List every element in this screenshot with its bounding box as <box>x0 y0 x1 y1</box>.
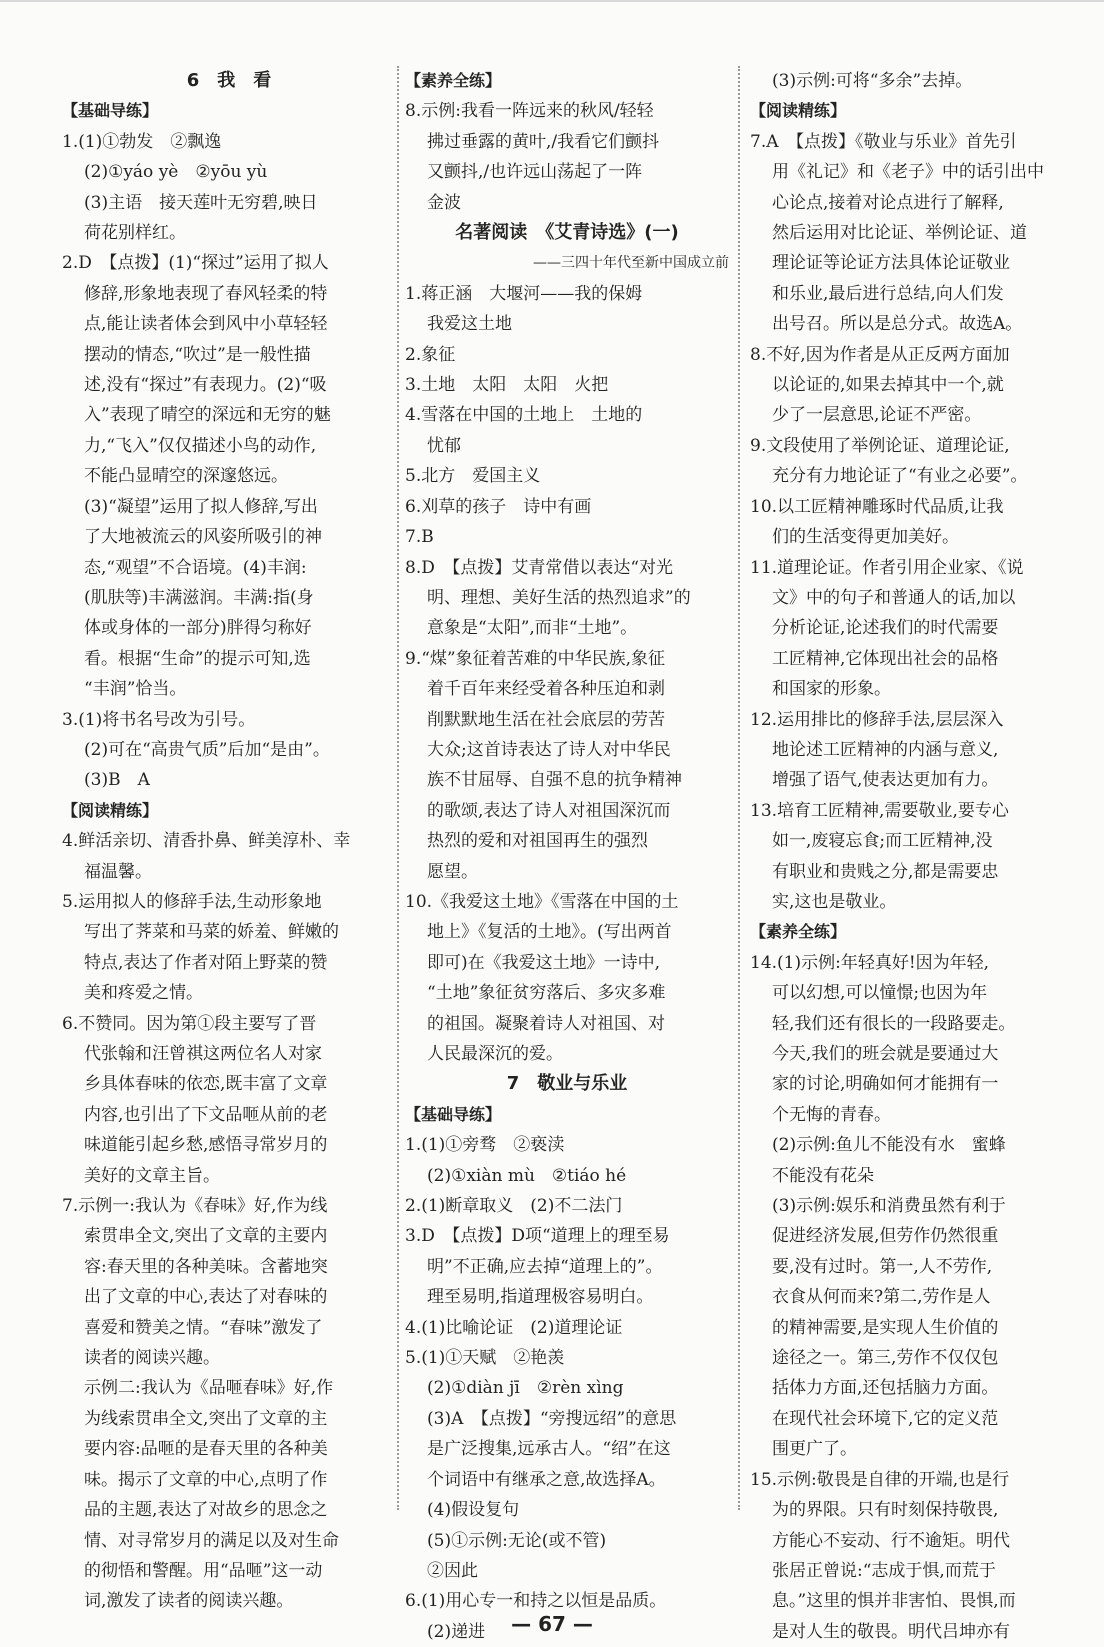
text-line: 14.(1)示例:年轻真好!因为年轻, <box>750 952 990 973</box>
text-line: (5)①示例:无论(或不管) <box>427 1530 607 1551</box>
text-line: 理至易明,指道理极容易明白。 <box>427 1287 654 1308</box>
text-line: 少了一层意思,论证不严密。 <box>772 405 982 426</box>
text-line: (3)示例:可将“多余”去掉。 <box>772 71 973 91</box>
text-line: 11.道理论证。作者引用企业家、《说 <box>750 557 1024 578</box>
text-line: 6.(1)用心专一和持之以恒是品质。 <box>405 1591 667 1612</box>
text-line: 用《礼记》和《老子》中的话引出中 <box>772 162 1044 183</box>
text-line: (2)递进 <box>427 1621 486 1642</box>
text-line: 1.(1)①旁骛 ②亵渎 <box>405 1135 565 1156</box>
text-line: 在现代社会环境下,它的定义范 <box>772 1408 999 1429</box>
text-line: 8.不好,因为作者是从正反两方面加 <box>750 344 1010 365</box>
text-line: 点,能让读者体会到风中小草轻轻 <box>84 314 328 335</box>
text-line: 为线索贯串全文,突出了文章的主 <box>84 1408 328 1429</box>
text-line: 3.D 【点拨】D项“道理上的理至易 <box>405 1226 670 1247</box>
text-line: 金波 <box>427 192 461 213</box>
text-line: (3)主语 接天莲叶无穷碧,映日 <box>84 192 318 213</box>
text-line: 荷花别样红。 <box>84 223 186 244</box>
text-line: 是广泛搜集,远承古人。“绍”在这 <box>427 1439 671 1460</box>
section-heading: 【基础导练】 <box>405 1104 502 1124</box>
text-line: 2.(1)断章取义 (2)不二法门 <box>405 1196 623 1217</box>
text-line: 8.D 【点拨】艾青常借以表达“对光 <box>405 557 674 578</box>
text-line: (2)①yáo yè ②yōu yù <box>84 162 268 183</box>
text-line: (2)①xiàn mù ②tiáo hé <box>427 1165 627 1186</box>
text-line: 张居正曾说:“志成于惧,而荒于 <box>772 1560 996 1581</box>
text-line: 5.运用拟人的修辞手法,生动形象地 <box>62 891 322 912</box>
text-line: 忧郁 <box>427 435 461 456</box>
section-heading: 【阅读精练】 <box>750 101 847 121</box>
column-divider-1 <box>397 66 399 1510</box>
text-line: 9.文段使用了举例论证、道理论证, <box>750 435 1010 456</box>
text-line: 是对人生的敬畏。明代吕坤亦有 <box>772 1621 1010 1642</box>
text-line: 的歌颂,表达了诗人对祖国深沉而 <box>427 800 671 821</box>
text-line: 大众;这首诗表达了诗人对中华民 <box>427 739 671 760</box>
text-line: 途径之一。第三,劳作不仅仅包 <box>772 1348 999 1369</box>
text-line: 入”表现了晴空的深远和无穷的魅 <box>84 405 331 426</box>
text-line: 括体力方面,还包括脑力方面。 <box>772 1378 999 1399</box>
text-line: 代张翰和汪曾祺这两位名人对家 <box>84 1044 322 1064</box>
text-line: (4)假设复句 <box>427 1500 520 1521</box>
text-line: 1.蒋正涵 大堰河——我的保姆 <box>405 283 643 304</box>
text-line: 2.象征 <box>405 344 456 365</box>
text-line: 12.运用排比的修辞手法,层层深入 <box>750 709 1004 730</box>
text-line: 拂过垂露的黄叶,/我看它们颤抖 <box>427 131 660 152</box>
text-line: 地论述工匠精神的内涵与意义, <box>772 739 999 760</box>
text-line: 写出了荠菜和马菜的娇羞、鲜嫩的 <box>84 922 339 943</box>
text-line: 明、理想、美好生活的热烈追求”的 <box>427 587 691 608</box>
text-line: 出号召。所以是总分式。故选A。 <box>772 314 1023 335</box>
text-line: 9.“煤”象征着苦难的中华民族,象征 <box>405 648 666 669</box>
text-line: 味。揭示了文章的中心,点明了作 <box>84 1469 328 1490</box>
lesson-title: 7 敬业与乐业 <box>506 1073 628 1095</box>
text-line: 文》中的句子和普通人的话,加以 <box>772 587 1016 608</box>
text-line: 增强了语气,使表达更加有力。 <box>772 770 999 791</box>
text-line: 8.示例:我看一阵远来的秋风/轻轻 <box>405 101 654 122</box>
text-line: 述,没有“探过”有表现力。(2)“吸 <box>84 375 327 396</box>
text-line: 5.北方 爱国主义 <box>405 466 541 487</box>
text-line: 5.(1)①天赋 ②艳羡 <box>405 1348 565 1369</box>
lesson-title: 6 我 看 <box>186 70 272 91</box>
column-right <box>750 66 1050 1647</box>
text-line: 6.不赞同。因为第①段主要写了晋 <box>62 1013 317 1034</box>
text-line: 围更广了。 <box>772 1439 857 1460</box>
text-line: 家的讨论,明确如何才能拥有一 <box>772 1074 999 1095</box>
text-line: 意象是“太阳”,而非“土地”。 <box>427 618 638 639</box>
text-line: 可以幻想,可以憧憬;也因为年 <box>772 983 988 1004</box>
text-line: 和乐业,最后进行总结,向人们发 <box>772 283 1004 304</box>
text-line: 3.(1)将书名号改为引号。 <box>62 709 256 730</box>
top-border <box>0 0 1104 2</box>
text-line: 要,没有过时。第一,人不劳作, <box>772 1256 993 1277</box>
text-line: ②因此 <box>427 1560 478 1581</box>
text-line: 地上》《复活的土地》。(写出两首 <box>427 922 672 943</box>
text-line: 不能没有花朵 <box>772 1165 874 1186</box>
text-line: (2)①diàn jī ②rèn xìng <box>427 1378 624 1399</box>
text-line: ——三四十年代至新中国成立前 <box>533 255 729 272</box>
text-line: (2)可在“高贵气质”后加“是由”。 <box>84 739 330 760</box>
text-line: 修辞,形象地表现了春风轻柔的特 <box>84 283 328 304</box>
text-line: (3)B A <box>84 770 150 791</box>
text-line: 和国家的形象。 <box>772 679 891 700</box>
section-heading: 【素养全练】 <box>750 922 847 942</box>
text-line: 7.A 【点拨】《敬业与乐业》首先引 <box>750 131 1017 152</box>
text-line: 充分有力地论证了“有业之必要”。 <box>772 466 1028 487</box>
text-line: (3)示例:娱乐和消费虽然有利于 <box>772 1196 1006 1217</box>
text-line: 7.B <box>405 527 434 548</box>
text-line: 出了文章的中心,表达了对春味的 <box>84 1287 328 1308</box>
text-line: 个词语中有继承之意,故选择A。 <box>427 1469 666 1490</box>
text-line: 即可)在《我爱这土地》一诗中, <box>427 952 661 973</box>
text-line: 10.以工匠精神雕琢时代品质,让我 <box>750 496 1004 517</box>
text-line: 心论点,接着对论点进行了解释, <box>772 192 1004 213</box>
text-line: 4.鲜活亲切、清香扑鼻、鲜美淳朴、幸 <box>62 831 351 852</box>
text-line: 工匠精神,它体现出社会的品格 <box>772 648 999 669</box>
text-line: 实,这也是敬业。 <box>772 891 897 912</box>
text-line: 热烈的爱和对祖国再生的强烈 <box>427 831 648 852</box>
text-line: (2)示例:鱼儿不能没有水 蜜蜂 <box>772 1135 1006 1156</box>
text-line: 摆动的情态,“吹过”是一般性描 <box>84 344 311 365</box>
text-line: 情、对寻常岁月的满足以及对生命 <box>84 1530 339 1551</box>
text-line: 索贯串全文,突出了文章的主要内 <box>84 1226 328 1247</box>
text-line: 息。”这里的惧并非害怕、畏惧,而 <box>772 1591 1016 1612</box>
text-line: 的精神需要,是实现人生价值的 <box>772 1317 999 1338</box>
text-line: 理论证等论证方法具体论证敬业 <box>772 253 1010 274</box>
text-line: 喜爱和赞美之情。“春味”激发了 <box>84 1317 323 1338</box>
text-line: 为的界限。只有时刻保持敬畏, <box>772 1500 999 1521</box>
text-line: 6.刈草的孩子 诗中有画 <box>405 496 592 517</box>
text-line: “丰润”恰当。 <box>84 679 187 700</box>
text-line: 15.示例:敬畏是自律的开端,也是行 <box>750 1469 1010 1490</box>
text-line: (3)“凝望”运用了拟人修辞,写出 <box>84 496 318 517</box>
text-line: 着千百年来经受着各种压迫和剥 <box>427 679 665 700</box>
column-middle <box>405 66 729 1647</box>
text-line: 美和疼爱之情。 <box>84 983 203 1004</box>
text-line: 词,激发了读者的阅读兴趣。 <box>84 1591 294 1612</box>
text-line: 力,“飞入”仅仅描述小鸟的动作, <box>84 435 317 456</box>
text-line: 人民最深沉的爱。 <box>427 1044 563 1064</box>
section-heading: 【素养全练】 <box>405 71 502 90</box>
text-line: 不能凸显晴空的深邃悠远。 <box>84 466 288 487</box>
text-line: “土地”象征贫穷落后、多灾多难 <box>427 983 666 1004</box>
text-line: 的彻悟和警醒。用“品咂”这一动 <box>84 1560 323 1581</box>
text-line: 体或身体的一部分)胖得匀称好 <box>84 618 312 639</box>
text-line: 又颤抖,/也许远山荡起了一阵 <box>427 162 643 183</box>
text-line: 内容,也引出了下文品咂从前的老 <box>84 1104 328 1125</box>
text-line: 了大地被流云的风姿所吸引的神 <box>84 527 322 548</box>
text-line: 示例二:我认为《品咂春味》好,作 <box>84 1378 334 1399</box>
text-line: 要内容:品咂的是春天里的各种美 <box>84 1439 328 1460</box>
text-line: 我爱这土地 <box>427 314 512 335</box>
text-line: 如一,废寝忘食;而工匠精神,没 <box>772 831 993 852</box>
text-line: 1.(1)①勃发 ②飘逸 <box>62 131 222 152</box>
section-heading: 【阅读精练】 <box>62 800 159 820</box>
column-left <box>62 66 396 1617</box>
text-line: 7.示例一:我认为《春味》好,作为线 <box>62 1196 328 1217</box>
text-line: 削默默地生活在社会底层的劳苦 <box>427 709 665 730</box>
text-line: 态,“观望”不合语境。(4)丰润: <box>84 557 307 578</box>
text-line: 福温馨。 <box>84 861 152 882</box>
text-line: 有职业和贵贱之分,都是需要忠 <box>772 861 999 882</box>
text-line: 轻,我们还有很长的一段路要走。 <box>772 1013 1016 1034</box>
text-line: 3.土地 太阳 太阳 火把 <box>405 375 609 396</box>
text-line: 个无悔的青春。 <box>772 1104 891 1125</box>
text-line: 愿望。 <box>427 861 478 882</box>
text-line: 4.(1)比喻论证 (2)道理论证 <box>405 1317 623 1338</box>
text-line: 明”不正确,应去掉“道理上的”。 <box>427 1256 663 1277</box>
text-line: 衣食从何而来?第二,劳作是人 <box>772 1287 991 1308</box>
text-line: 乡具体春味的依恋,既丰富了文章 <box>84 1074 328 1095</box>
text-line: 族不甘屈辱、自强不息的抗争精神 <box>427 770 682 791</box>
text-line: 味道能引起乡愁,感悟寻常岁月的 <box>84 1135 328 1156</box>
text-line: 美好的文章主旨。 <box>84 1165 220 1186</box>
text-line: 今天,我们的班会就是要通过大 <box>772 1044 999 1064</box>
text-line: 品的主题,表达了对故乡的思念之 <box>84 1500 328 1521</box>
text-line: (肌肤等)丰满滋润。丰满:指(身 <box>84 587 314 608</box>
text-line: 容:春天里的各种美味。含蓄地突 <box>84 1256 328 1277</box>
text-line: 读者的阅读兴趣。 <box>84 1348 220 1369</box>
lesson-title: 名著阅读 《艾青诗选》(一) <box>455 222 679 244</box>
section-heading: 【基础导练】 <box>62 101 159 121</box>
text-line: 的祖国。凝聚着诗人对祖国、对 <box>427 1013 665 1034</box>
text-line: 特点,表达了作者对陌上野菜的赞 <box>84 952 328 973</box>
text-line: 10.《我爱这土地》《雪落在中国的土 <box>405 891 679 912</box>
column-divider-2 <box>738 66 740 1510</box>
text-line: (3)A 【点拨】“旁搜远绍”的意思 <box>427 1408 677 1429</box>
page-number: — 67 — <box>511 1612 593 1636</box>
text-line: 2.D 【点拨】(1)“探过”运用了拟人 <box>62 253 329 274</box>
text-line: 13.培育工匠精神,需要敬业,要专心 <box>750 800 1009 821</box>
text-line: 4.雪落在中国的土地上 土地的 <box>405 405 643 426</box>
text-line: 以论证的,如果去掉其中一个,就 <box>772 375 1004 396</box>
text-line: 分析论证,论述我们的时代需要 <box>772 618 999 639</box>
text-line: 然后运用对比论证、举例论证、道 <box>772 223 1027 244</box>
text-line: 方能心不妄动、行不逾矩。明代 <box>772 1530 1010 1551</box>
text-line: 促进经济发展,但劳作仍然很重 <box>772 1226 999 1247</box>
text-line: 看。根据“生命”的提示可知,选 <box>84 648 311 669</box>
text-line: 们的生活变得更加美好。 <box>772 527 959 548</box>
